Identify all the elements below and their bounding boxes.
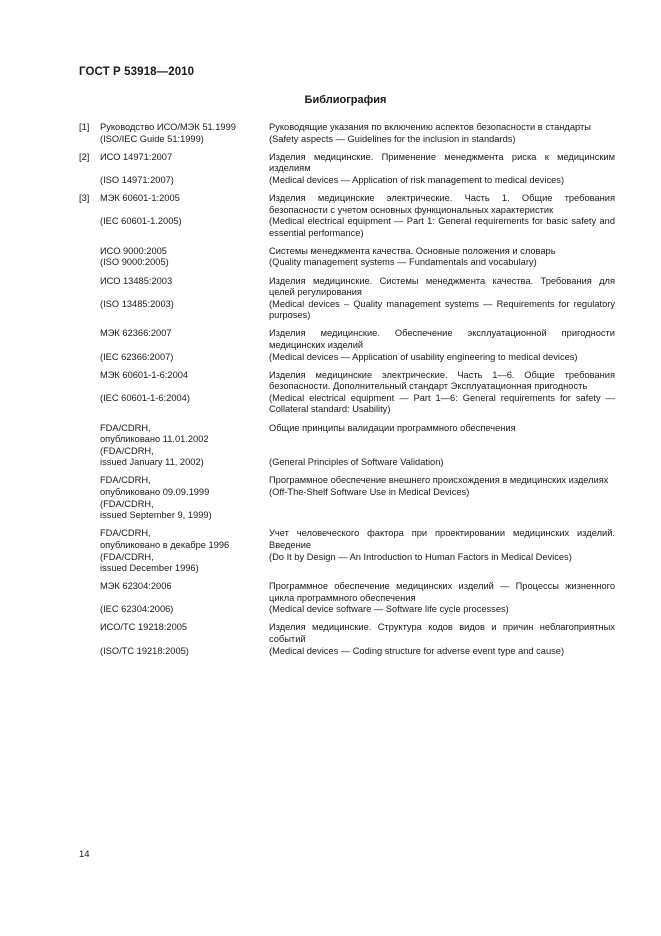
reference-designation	[100, 276, 269, 299]
designation-line: (IEC 60601-1.2005)	[100, 216, 182, 227]
title-line: (Quality management systems — Fundamentals and vocabulary)	[269, 257, 537, 268]
designation-line: МЭК 62304:2006	[100, 581, 172, 592]
entry-row	[100, 193, 615, 216]
reference-designation	[100, 370, 269, 393]
reference-designation	[100, 152, 269, 175]
reference-designation	[100, 646, 269, 658]
bibliography-entry	[79, 246, 615, 269]
reference-title	[269, 193, 615, 216]
reference-title	[269, 581, 615, 604]
entry-number	[79, 328, 100, 363]
designation-line: (IEC 62304:2006)	[100, 604, 174, 615]
reference-designation	[100, 299, 269, 322]
title-line: Изделия медицинские. Обеспечение эксплуатационной пригодности медицинских изделий	[269, 328, 615, 350]
entry-row	[100, 276, 615, 299]
entry-row	[100, 216, 615, 239]
reference-title	[269, 646, 615, 658]
entry-number	[79, 528, 100, 574]
bibliography-entry	[79, 193, 615, 239]
reference-title	[269, 423, 615, 469]
reference-title	[269, 246, 615, 269]
designation-line: (ISO/IEC Guide 51:1999)	[100, 133, 204, 144]
section-title: Библиография	[304, 94, 387, 106]
bibliography-entry	[79, 370, 615, 416]
designation-line: (ISO/TC 19218:2005)	[100, 645, 189, 656]
entry-row	[100, 393, 615, 416]
entry-number: [2]	[79, 151, 90, 162]
entry-row	[100, 352, 615, 364]
entry-number	[79, 475, 100, 521]
designation-line: ИСО 9000:2005	[100, 245, 167, 256]
designation-line: (FDA/CDRH,	[100, 498, 154, 509]
reference-designation	[100, 581, 269, 604]
title-line: (Medical devices — Application of risk management to medical devices)	[269, 174, 565, 185]
reference-title	[269, 299, 615, 322]
reference-designation	[100, 122, 269, 145]
reference-designation	[100, 216, 269, 239]
entry-row	[100, 328, 615, 351]
entry-row	[100, 299, 615, 322]
title-line	[269, 446, 615, 458]
reference-designation	[100, 622, 269, 645]
entry-row	[100, 152, 615, 175]
entry-row	[100, 475, 615, 521]
designation-line: Руководство ИСО/МЭК 51.1999	[100, 122, 236, 132]
entry-row	[100, 423, 615, 469]
title-line: (Medical devices — Application of usability engineering to medical devices)	[269, 351, 578, 362]
title-line: Программное обеспечение внешнего происхождения в медицинских изделиях	[269, 475, 609, 486]
bibliography-entry	[79, 276, 615, 322]
designation-line: (FDA/CDRH,	[100, 551, 154, 562]
entry-row	[100, 370, 615, 393]
designation-line: (FDA/CDRH,	[100, 445, 154, 456]
entry-number	[79, 581, 100, 616]
entry-row	[100, 122, 615, 145]
title-line: (Medical devices – Quality management systems — Requirements for regulatory purposes)	[269, 298, 615, 321]
entry-number	[79, 423, 100, 469]
designation-line: опубликовано 11.01.2002	[100, 434, 209, 445]
entry-number	[79, 246, 100, 269]
entry-number	[79, 622, 100, 657]
reference-title	[269, 622, 615, 645]
bibliography-entry	[79, 328, 615, 363]
reference-title	[269, 370, 615, 393]
reference-title	[269, 328, 615, 351]
designation-line: FDA/CDRH,	[100, 475, 151, 486]
title-line	[269, 434, 615, 446]
designation-line: ИСО 14971:2007	[100, 151, 173, 162]
title-line: Изделия медицинские электрические. Часть 1. Общие требования безопасности с учетом основных функциональных характеристик	[269, 192, 615, 215]
designation-line: опубликовано 09.09.1999	[100, 487, 210, 498]
bibliography-entry	[79, 423, 615, 469]
designation-line: issued January 11, 2002)	[100, 457, 204, 468]
designation-line: issued December 1996)	[100, 563, 199, 574]
designation-line: (ISO 9000:2005)	[100, 257, 169, 268]
title-line: Изделия медицинские. Структура кодов видов и причин неблагоприятных событий	[269, 622, 615, 645]
title-line: Изделия медицинские электрические. Часть 1—6. Общие требования безопасности. Дополнительный стандарт Эксплуатационная пригодность	[269, 369, 615, 392]
reference-title	[269, 276, 615, 299]
bibliography-entry	[79, 122, 615, 145]
reference-title	[269, 122, 615, 145]
title-line: Учет человеческого фактора при проектировании медицинских изделий. Введение	[269, 528, 615, 550]
entry-number	[79, 276, 100, 322]
designation-line: (ISO 13485:2003)	[100, 298, 174, 309]
title-line: Системы менеджмента качества. Основные положения и словарь	[269, 245, 556, 256]
designation-line: (ISO 14971:2007)	[100, 174, 174, 185]
reference-title	[269, 152, 615, 175]
title-line: (Medical electrical equipment — Part 1—6: General requirements for safety — Collateral standard: Usability)	[269, 392, 615, 415]
title-line: (Off-The-Shelf Software Use in Medical Devices)	[269, 487, 470, 498]
title-line: (Medical electrical equipment — Part 1: General requirements for basic safety and essential performance)	[269, 216, 615, 238]
bibliography-entry	[79, 152, 615, 187]
entry-number	[79, 370, 100, 416]
reference-designation	[100, 352, 269, 364]
reference-designation	[100, 528, 269, 574]
title-line: (Do It by Design — An Introduction to Human Factors in Medical Devices)	[269, 551, 572, 562]
reference-title	[269, 604, 615, 616]
reference-designation	[100, 423, 269, 469]
title-line: (Medical device software — Software life cycle processes)	[269, 604, 509, 615]
reference-designation	[100, 328, 269, 351]
reference-designation	[100, 175, 269, 187]
entry-row	[100, 581, 615, 604]
title-line: (Safety aspects — Guidelines for the inclusion in standards)	[269, 133, 516, 144]
reference-designation	[100, 393, 269, 416]
designation-line: опубликовано в декабре 1996	[100, 539, 230, 550]
title-line: Программное обеспечение медицинских изделий — Процессы жизненного цикла программного обеспечения	[269, 581, 615, 603]
designation-line: FDA/CDRH,	[100, 528, 151, 539]
page-number: 14	[79, 849, 90, 860]
reference-title	[269, 475, 615, 521]
reference-title	[269, 216, 615, 239]
designation-line: ИСО 13485:2003	[100, 275, 173, 286]
entry-row	[100, 528, 615, 574]
reference-designation	[100, 193, 269, 216]
reference-title	[269, 393, 615, 416]
reference-title	[269, 352, 615, 364]
title-line: Изделия медицинские. Системы менеджмента качества. Требования для целей регулирования	[269, 275, 615, 298]
reference-title	[269, 528, 615, 574]
reference-designation	[100, 475, 269, 521]
reference-title	[269, 175, 615, 187]
bibliography-entry	[79, 475, 615, 521]
designation-line: МЭК 62366:2007	[100, 328, 172, 339]
entry-row	[100, 246, 615, 269]
entry-number: [3]	[79, 192, 90, 203]
entry-row	[100, 175, 615, 187]
designation-line: МЭК 60601-1-6:2004	[100, 369, 189, 380]
designation-line: FDA/CDRH,	[100, 422, 151, 433]
bibliography-entry	[79, 581, 615, 616]
document-header: ГОСТ Р 53918—2010	[79, 66, 195, 78]
entry-row	[100, 622, 615, 645]
title-line: Общие принципы валидации программного обеспечения	[269, 422, 516, 433]
reference-designation	[100, 246, 269, 269]
reference-designation	[100, 604, 269, 616]
entry-number: [1]	[79, 122, 90, 132]
designation-line: issued September 9, 1999)	[100, 510, 212, 521]
bibliography-entry	[79, 622, 615, 657]
title-line: Руководящие указания по включению аспектов безопасности в стандарты	[269, 122, 591, 132]
designation-line: (IEC 60601-1-6:2004)	[100, 392, 190, 403]
designation-line: (IEC 62366:2007)	[100, 351, 174, 362]
title-line: Изделия медицинские. Применение менеджмента риска к медицинским изделиям	[269, 151, 615, 174]
entry-row	[100, 604, 615, 616]
bibliography-entry	[79, 528, 615, 574]
bibliography-list	[79, 122, 615, 664]
title-line: (General Principles of Software Validation)	[269, 457, 444, 468]
designation-line: МЭК 60601-1:2005	[100, 192, 180, 203]
title-line: (Medical devices — Coding structure for adverse event type and cause)	[269, 645, 565, 656]
designation-line: ИСО/ТС 19218:2005	[100, 622, 188, 633]
entry-row	[100, 646, 615, 658]
